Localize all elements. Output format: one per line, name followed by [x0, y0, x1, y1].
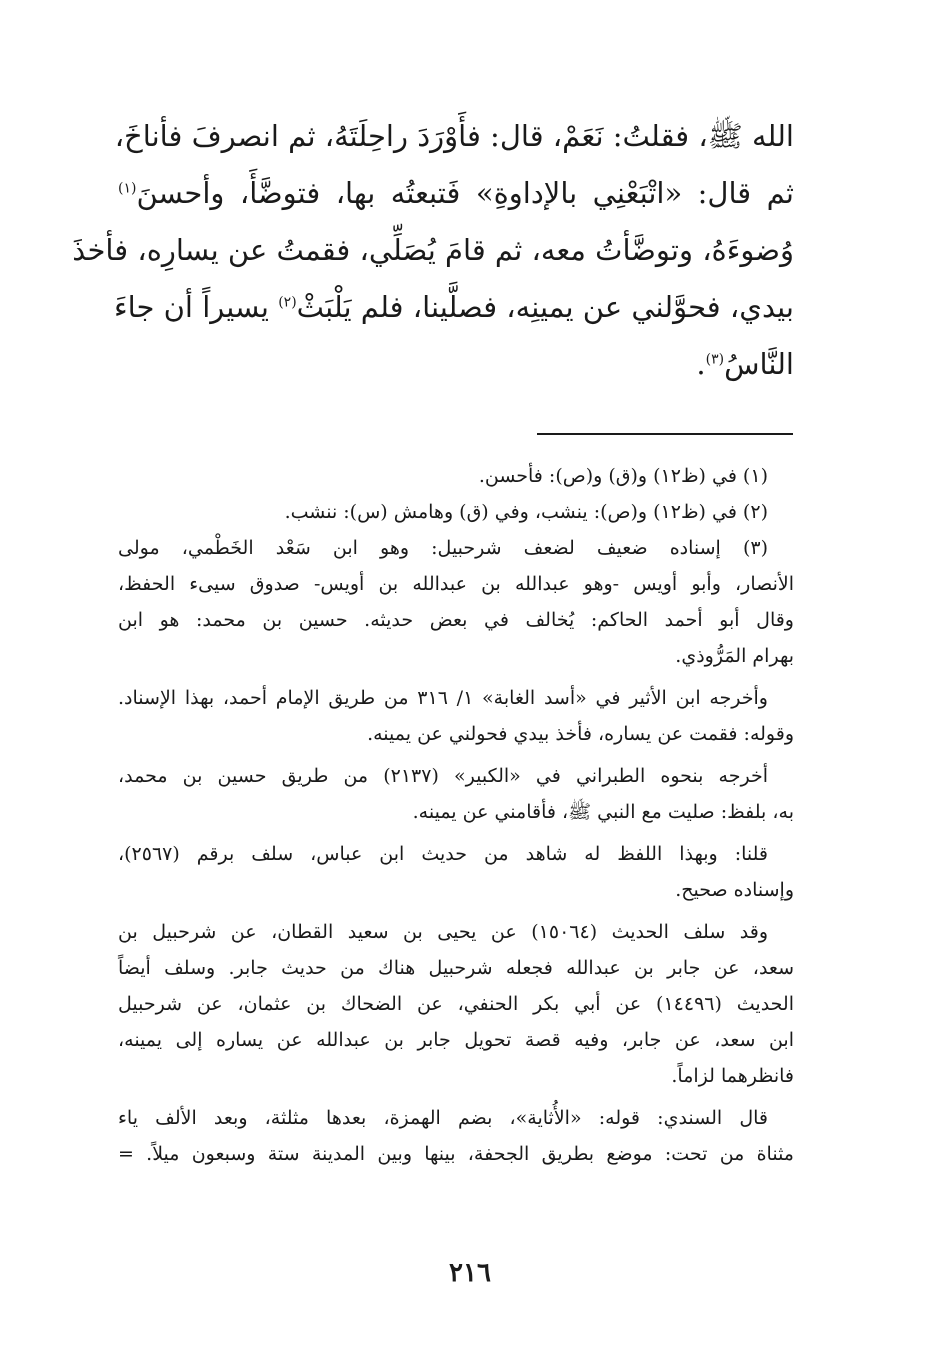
main-line: النَّاسُ$^{(٣)}$. [696, 347, 794, 381]
footnotes [118, 458, 794, 1172]
footnote-paragraph [118, 758, 794, 830]
footnote-line: (٢) في (ظ١٢) و(ص): ينشب، وفي (ق) وهامش (س): ننشب. [284, 501, 768, 523]
footnote-line: سعد، عن جابر بن عبدالله فجعله شرحبيل هناك من حديث جابر. وسلف أيضاً [118, 957, 794, 979]
footnote-line: وقد سلف الحديث (١٥٠٦٤) عن يحيى بن سعيد القطان، عن شرحبيل بن [118, 921, 768, 943]
footnote-line: أخرجه بنحوه الطبراني في «الكبير» (٢١٣٧) من طريق حسين بن محمد، [118, 765, 768, 787]
footnote-line: الأنصار، وأبو أويس -وهو عبدالله بن عبدالله بن أويس- صدوق سيىء الحفظ، [118, 573, 794, 595]
main-line: وُضوءَهُ، وتوضَّأتُ معه، ثم قامَ يُصَلِّي، فقمتُ عن يسارِه، فأخذَ [72, 233, 794, 267]
footnote-line: وإسناده صحيح. [675, 879, 794, 901]
footnote-line: قال السندي: قوله: «الأُثاية»، بضم الهمزة، بعدها مثلثة، وبعد الألف ياء [118, 1107, 768, 1129]
footnote-paragraph [118, 1100, 794, 1172]
main-line: بيدي، فحوَّلني عن يمينِه، فصلَّينا، فلم يَلْبَثْ$^{(٢)}$ يسيراً أن جاءَ [114, 290, 794, 324]
footnote-line: فانظرهما لزاماً. [671, 1065, 794, 1087]
footnote-line: وقوله: فقمت عن يساره، فأخذ بيدي فحولني عن يمينه. [367, 723, 794, 745]
footnote-line: به، بلفظ: صليت مع النبي ﷺ، فأقامني عن يمينه. [412, 801, 794, 823]
main-line: الله ﷺ، فقلتُ: نَعَمْ، قال: فأَوْرَدَ راحِلَتَهُ، ثم انصرفَ فأناخَ، [114, 119, 794, 153]
footnote-line: (٣) إسناده ضعيف لضعف شرحبيل: وهو ابن سَعْد الخَطْمي، مولى [118, 537, 768, 559]
footnote-line: بهرام المَرُّوذي. [675, 645, 794, 667]
main-line: ثم قال: «اتْبَعْنِي بالإداوةِ» فَتبعتُه بها، فتوضَّأَ، وأحسنَ$^{(١)}$ [118, 176, 794, 210]
footnote-paragraph [118, 836, 794, 908]
main-text [72, 108, 794, 393]
footnote-line: مثناة من تحت: موضع بطريق الجحفة، بينها وبين المدينة ستة وسبعون ميلاً. = [118, 1143, 794, 1165]
footnote-marker: (٢) [278, 294, 297, 311]
footnote-marker: (٣) [705, 351, 725, 368]
footnote-line: الحديث (١٤٤٩٦) عن أبي بكر الحنفي، عن الضحاك بن عثمان، عن شرحبيل [118, 993, 795, 1015]
footnote-1 [118, 458, 794, 494]
footnote-2 [118, 494, 794, 530]
footnote-separator [537, 433, 793, 435]
footnote-line: ابن سعد، عن جابر، وفيه قصة تحويل جابر بن عبدالله عن يساره إلى يمينه، [118, 1029, 794, 1051]
footnote-marker: (١) [118, 180, 137, 197]
footnote-paragraph [118, 914, 794, 1094]
footnote-line: وأخرجه ابن الأثير في «أسد الغابة» ١/ ٣١٦ من طريق الإمام أحمد، بهذا الإسناد. [118, 687, 768, 709]
page-number: ٢١٦ [449, 1258, 491, 1288]
footnote-line: وقال أبو أحمد الحاكم: يُخالف في بعض حديثه. حسين بن محمد: هو ابن [118, 609, 794, 631]
footnote-line: قلنا: وبهذا اللفظ له شاهد من حديث ابن عباس، سلف برقم (٢٥٦٧)، [118, 843, 768, 865]
footnote-3 [118, 530, 794, 674]
footnote-paragraph [118, 680, 794, 752]
footnote-line: (١) في (ظ١٢) و(ق) و(ص): فأحسن. [478, 465, 768, 487]
